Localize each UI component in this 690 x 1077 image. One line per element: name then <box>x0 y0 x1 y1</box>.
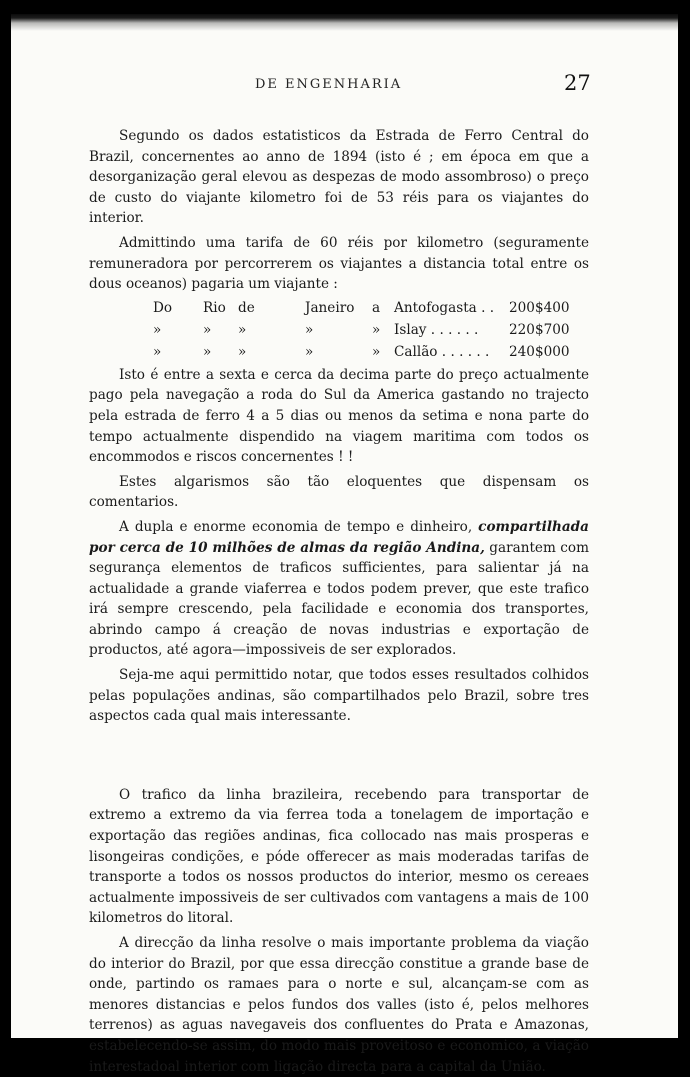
paragraph: Admittindo uma tarifa de 60 réis por kilometro (seguramente remuneradora por percorrerem os viajantes a distancia total entre os dous oceanos) pagaria um viajante : <box>89 234 589 293</box>
fare-price: 220$700 <box>509 321 570 338</box>
fare-word: » <box>238 321 247 338</box>
fare-price: 200$400 <box>509 299 570 316</box>
fare-word: » <box>153 321 162 338</box>
paragraph: Seja-me aqui permittido notar, que todos esses resultados colhidos pelas populações andinas, são compartilhados pelo Brazil, sobre tres aspectos cada qual mais interessante. <box>89 667 589 725</box>
fare-word: a <box>372 299 381 316</box>
fare-word: » <box>203 321 212 338</box>
paragraph: A direcção da linha resolve o mais importante problema da viação do interior do Brazil, por que essa direcção constitue a grande base de onde, partindo os ramaes para o norte e sul, alcançam-se com as menores distancias e pelos fundos dos valles (isto é, pelos melhores terrenos) as aguas navegaveis dos confluentes do Prata e Amazonas, estabelecendo-se assim, do modo mais proveitoso e economico, a viação interestadoal interior com ligação directa para a capital da União. <box>89 935 589 1075</box>
fare-table <box>89 297 589 363</box>
fare-destination: Callão . . . . . . <box>394 343 490 360</box>
body-text <box>89 126 589 1077</box>
fare-word: » <box>372 343 381 360</box>
fare-word: » <box>238 343 247 360</box>
document-page <box>11 14 678 1075</box>
fare-destination: Islay . . . . . . <box>394 321 479 338</box>
paragraph: Estes algarismos são tão eloquentes que dispensam os comentarios. <box>89 473 589 511</box>
fare-word: Janeiro <box>305 299 355 316</box>
paragraph: O trafico da linha brazileira, recebendo para transportar de extremo a extremo da via ferrea toda a tonelagem de importação e exportação das regiões andinas, fica collocado nas mais prosperas e lisongeiras condições, e póde offerecer as mais moderadas tarifas de transporte a todos os nossos productos do interior, mesmo os cereaes actualmente impossiveis de ser cultivados com vantagens a mais de 100 kilometros do litoral. <box>89 786 589 927</box>
fare-word: Rio <box>203 299 226 316</box>
emphasized-phrase: compartilhada por cerca de 10 milhões de almas da região Andina, <box>89 518 589 556</box>
fare-word: » <box>305 321 314 338</box>
paragraph-text: A dupla e enorme economia de tempo e dinheiro, <box>119 518 479 535</box>
fare-word: de <box>238 299 255 316</box>
fare-destination: Antofogasta . . <box>394 299 495 316</box>
fare-price: 240$000 <box>509 343 570 360</box>
fare-row <box>89 341 589 363</box>
fare-word: » <box>372 321 381 338</box>
paragraph-text: garantem com segurança elementos de traficos sufficientes, para salientar já na actualidade a grande viaferrea e todos podem prever, que este trafico irá sempre crescendo, pela facilidade e economia dos transportes, abrindo campo á creação de novas industrias e exportação de productos, até agora—impossiveis de ser explorados. <box>89 539 589 659</box>
section-gap <box>89 727 589 785</box>
fare-row <box>89 297 589 319</box>
fare-word: Do <box>153 299 173 316</box>
scan-edge-shadow <box>11 14 678 32</box>
paragraph <box>89 517 589 661</box>
paragraph: Isto é entre a sexta e cerca da decima parte do preço actualmente pago pela navegação a roda do Sul da America gastando no trajecto pela estrada de ferro 4 a 5 dias ou menos da setima e nona parte do tempo actualmente dispendido na viagem maritima com todos os encommodos e riscos concernentes ! ! <box>89 366 589 466</box>
paragraph: Segundo os dados estatisticos da Estrada de Ferro Central do Brazil, concernentes ao anno de 1894 (isto é ; em época em que a desorganização geral elevou as despezas de modo assombroso) o preço de custo do viajante kilometro foi de 53 réis para os viajantes do interior. <box>89 128 589 227</box>
running-title: DE ENGENHARIA <box>255 77 403 92</box>
page-number: 27 <box>564 71 591 95</box>
fare-word: » <box>203 343 212 360</box>
fare-word: » <box>305 343 314 360</box>
fare-row <box>89 319 589 341</box>
fare-word: » <box>153 343 162 360</box>
